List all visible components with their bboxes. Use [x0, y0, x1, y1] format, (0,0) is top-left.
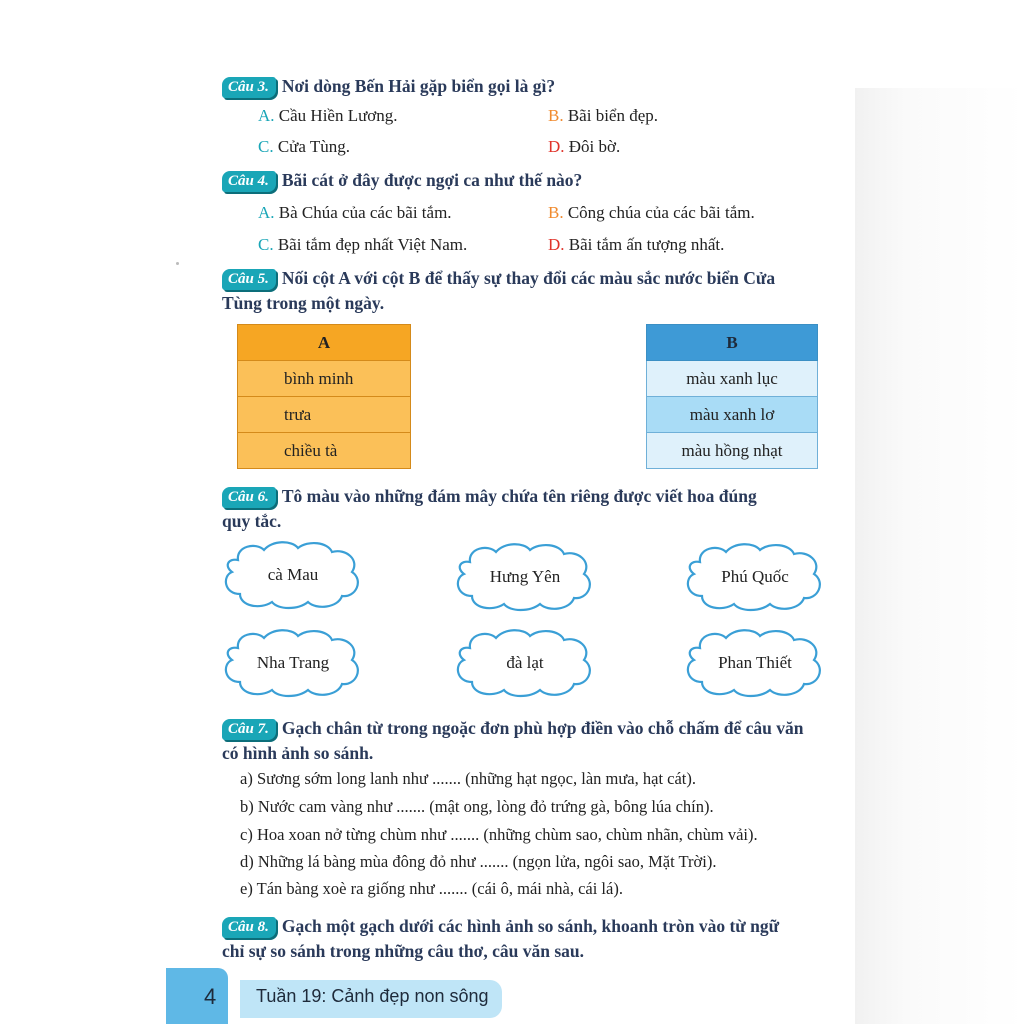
- option-a: A. Cầu Hiền Lương.: [258, 106, 398, 125]
- list-item: c) Hoa xoan nở từng chùm như ....... (những chùm sao, chùm nhãn, chùm vải).: [240, 825, 758, 844]
- cloud-text: Hưng Yên: [489, 567, 561, 586]
- option-d: D. Bãi tắm ấn tượng nhất.: [548, 235, 725, 254]
- question-text-line2: Tùng trong một ngày.: [222, 293, 385, 313]
- chapter-title: Tuần 19: Cảnh đẹp non sông: [256, 986, 489, 1006]
- list-item: e) Tán bàng xoè ra giống như ....... (cái ô, mái nhà, cái lá).: [240, 879, 623, 898]
- option-c: C. Bãi tắm đẹp nhất Việt Nam.: [258, 235, 468, 254]
- cloud-item[interactable]: [680, 540, 830, 614]
- column-a-item[interactable]: chiều tà: [237, 433, 411, 469]
- option-c: C. Cửa Tùng.: [258, 137, 351, 156]
- question-8: [222, 914, 852, 964]
- question-text-line1: Gạch chân từ trong ngoặc đơn phù hợp điền vào chỗ chấm để câu văn: [281, 718, 804, 738]
- list-item: a) Sương sớm long lanh như ....... (những hạt ngọc, làn mưa, hạt cát).: [240, 769, 697, 788]
- column-b-item[interactable]: màu xanh lục: [646, 361, 818, 397]
- question-text: Nơi dòng Bến Hải gặp biển gọi là gì?: [281, 76, 556, 96]
- question-text-line2: chỉ sự so sánh trong những câu thơ, câu văn sau.: [222, 941, 584, 961]
- page-number: 4: [204, 984, 217, 1009]
- speck: [176, 262, 179, 265]
- column-a-item[interactable]: trưa: [237, 397, 411, 433]
- question-7: [222, 716, 852, 766]
- question-5: [222, 266, 842, 316]
- column-b-item[interactable]: màu hồng nhạt: [646, 433, 818, 469]
- question-label: Câu 7.: [222, 719, 276, 740]
- question-label: Câu 3.: [222, 77, 276, 98]
- question-text-line1: Nối cột A với cột B để thấy sự thay đổi các màu sắc nước biển Cửa: [281, 268, 776, 288]
- column-b-item[interactable]: màu xanh lơ: [646, 397, 818, 433]
- question-text-line2: quy tắc.: [222, 511, 282, 531]
- question-3: [222, 74, 555, 99]
- question-label: Câu 6.: [222, 487, 276, 508]
- cloud-item[interactable]: [450, 540, 600, 614]
- cloud-item[interactable]: [218, 538, 368, 612]
- option-a: A. Bà Chúa của các bãi tắm.: [258, 203, 452, 222]
- question-4: [222, 168, 582, 193]
- footer-tab: [166, 968, 228, 1024]
- option-b: B. Công chúa của các bãi tắm.: [548, 203, 755, 222]
- question-label: Câu 4.: [222, 171, 276, 192]
- cloud-item[interactable]: [450, 626, 600, 700]
- option-d: D. Đôi bờ.: [548, 137, 621, 156]
- cloud-text: đà lạt: [506, 653, 544, 672]
- column-a-header: A: [237, 324, 411, 361]
- column-a-item[interactable]: bình minh: [237, 361, 411, 397]
- cloud-item[interactable]: [218, 626, 368, 700]
- question-6: [222, 484, 842, 534]
- cloud-text: Phan Thiết: [718, 653, 792, 672]
- list-item: d) Những lá bàng mùa đông đỏ như ....... (ngọn lửa, ngôi sao, Mặt Trời).: [240, 852, 717, 871]
- cloud-text: Nha Trang: [256, 653, 330, 672]
- question-text-line1: Gạch một gạch dưới các hình ảnh so sánh, khoanh tròn vào từ ngữ: [281, 916, 780, 936]
- column-a-table: [237, 324, 411, 469]
- list-item: b) Nước cam vàng như ....... (mật ong, lòng đỏ trứng gà, bông lúa chín).: [240, 797, 714, 816]
- question-text-line1: Tô màu vào những đám mây chứa tên riêng được viết hoa đúng: [281, 486, 757, 506]
- question-label: Câu 8.: [222, 917, 276, 938]
- option-b: B. Bãi biển đẹp.: [548, 106, 659, 125]
- page-edge-shadow: [855, 88, 1024, 1024]
- question-label: Câu 5.: [222, 269, 276, 290]
- cloud-item[interactable]: [680, 626, 830, 700]
- column-b-header: B: [646, 324, 818, 361]
- question-text-line2: có hình ảnh so sánh.: [222, 743, 374, 763]
- question-text: Bãi cát ở đây được ngợi ca như thế nào?: [281, 170, 583, 190]
- cloud-text: cà Mau: [267, 565, 319, 584]
- cloud-text: Phú Quốc: [721, 567, 789, 586]
- column-b-table: [646, 324, 818, 469]
